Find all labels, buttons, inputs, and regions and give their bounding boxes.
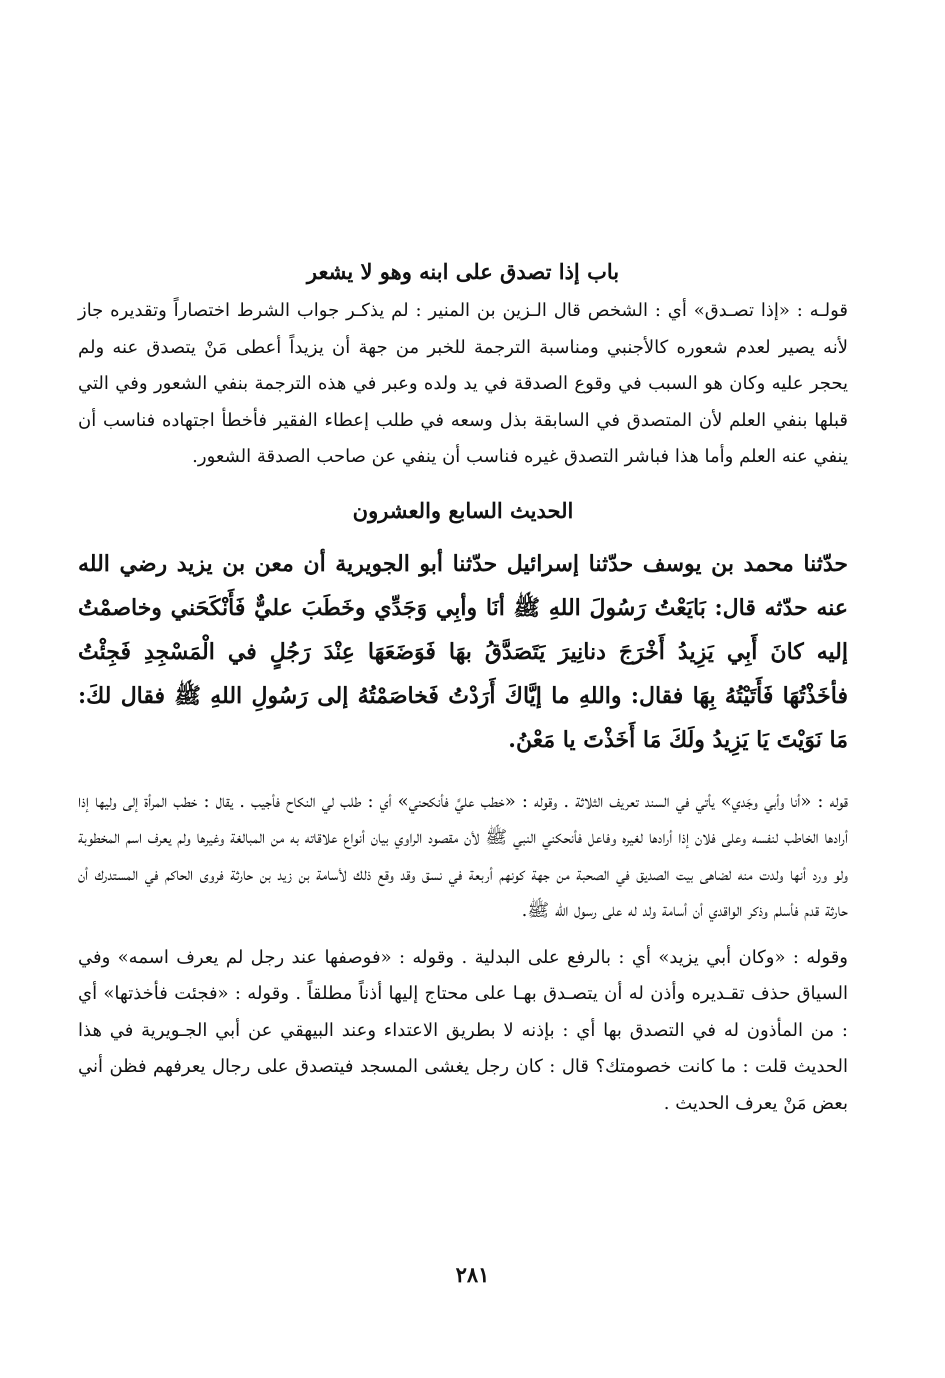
document-page bbox=[78, 255, 848, 1122]
commentary-paragraph-1: قولـه : «إذا تصـدق» أي : الشخص قال الـزين بن المنير : لم يذكـر جواب الشرط اختصاراً وتقديره جاز لأنه يصير لعدم شعوره كالأجنبي ومناسبة الترجمة للخبر من جهة أن يزيداً أعطى مَنْ يتصدق عنه ولم يحجر عليه وكان هو السبب في وقوع الصدقة في يد ولده وعبر في هذه الترجمة بنفي الشعور وفي التي قبلها بنفي العلم لأن المتصدق في السابقة بذل وسعه في طلب إعطاء الفقير فأخطأ اجتهاده فناسب أن ينفي عنه العلم وأما هذا فباشر التصدق غيره فناسب أن ينفي عن صاحب الصدقة الشعور. bbox=[78, 300, 848, 467]
section-title: باب إذا تصدق على ابنه وهو لا يشعر bbox=[306, 259, 620, 284]
hadith-text: حدّثنا محمد بن يوسف حدّثنا إسرائيل حدّثنا أبو الجويرية أن معن بن يزيد رضي الله عنه حدّثه قال: بَايَعْتُ رَسُولَ اللهِ ﷺ أنَا وأبِي وَجَدِّي وخَطَبَ عليٌّ فَأَنْكَحَني وخاصمْتُ إليه كانَ أَبِي يَزِيدُ أَخْرَجَ دنانِيرَ يَتَصَدَّقُ بهَا فَوَضَعَهَا عِنْدَ رَجُلٍ في الْمَسْجِدِ فَجِئْتُ فأخَذْتُهَا فَأَتَيْتُهُ بِهَا فقال: واللهِ ما إيَّاكَ أَرَدْتُ فَخاصَمْتُهُ إلى رَسُولِ اللهِ ﷺ فقال لكَ: مَا نَوَيْتَ يَا يَزِيدُ ولَكَ مَا أَخَذْتَ يا مَعْنُ. bbox=[78, 550, 848, 753]
page-number: ٢٨١ bbox=[455, 1262, 490, 1287]
commentary-paragraph-2: قوله : «أنا وأبي وجَدي» يأتي في السند تعريف الثلاثة . وقوله : «خطب عليَّ فأنكحني» أي : طلب لي النكاح فأجيب . يقال : خطب المرأة إلى وليها إذا أرادها الخاطب لنفسه وعلى فلان إذا أرادها لغيره وفاعل فأنحكني النبي ﷺ لأن مقصود الراوي بيان أنواع علاقاته به من المبالغة وغيرها ولم يعرف اسم المخطوبة ولو ورد أنها ولدت منه لضاهى بيت الصديق في الصحبة من جهة كونهم أربعة في نسق وقد وقع ذلك لأسامة بن زيد بن حارثة فروى الحاكم في المستدرك أن حارثة قدم فأسلم وذكر الواقدي أن أسامة ولد له على رسول الله ﷺ. bbox=[78, 790, 848, 921]
hadith-title: الحديث السابع والعشرون bbox=[352, 497, 574, 523]
commentary-paragraph-3: وقوله : «وكان أبي يزيد» أي : بالرفع على البدلية . وقوله : «فوصفها عند رجل لم يعرف اسمه» وفي السياق حذف تقـديره وأذن له أن يتصـدق بهـا على محتاج إليها أذناً مطلقاً . وقوله : «فجئت فأخذتها» أي : من المأذون له في التصدق بها أي : بإذنه لا بطريق الاعتداء وعند البيهقي عن أبي الجـويرية في هذا الحديث قلت : ما كانت خصومتك؟ قال : كان رجل يغشى المسجد فيتصدق على رجال يعرفهم فظن أني بعض مَنْ يعرف الحديث . bbox=[78, 946, 848, 1114]
